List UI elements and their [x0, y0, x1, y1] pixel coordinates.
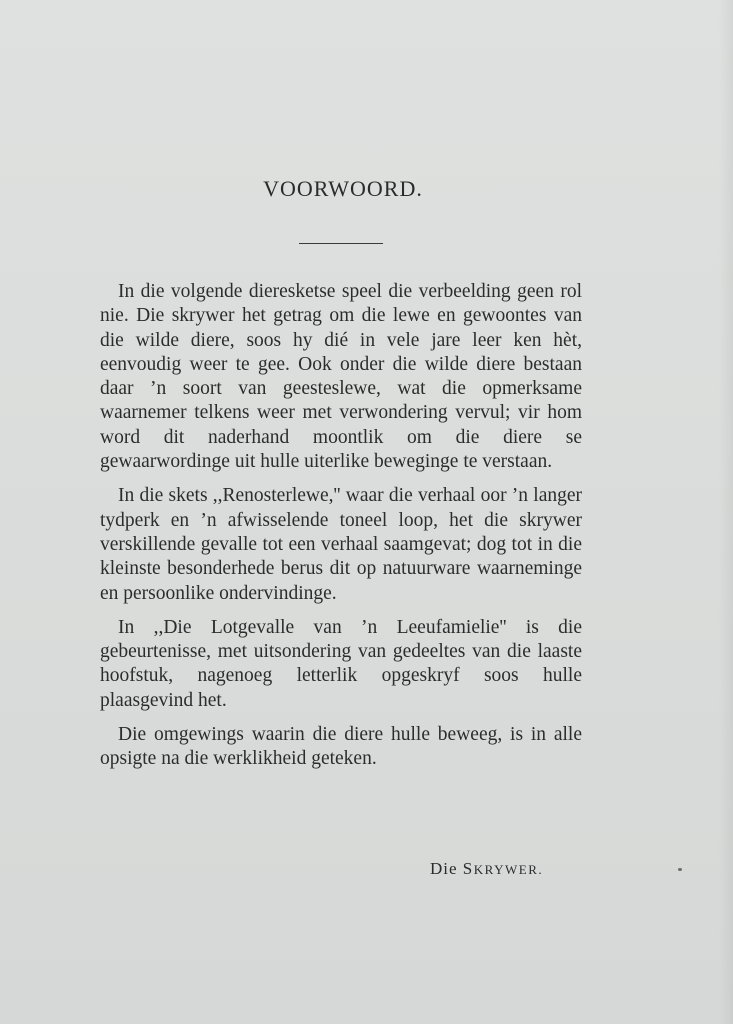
page-edge-shadow: [719, 0, 733, 1024]
preface-body: [100, 280, 582, 782]
author-signature: [430, 859, 543, 879]
title-rule: [299, 243, 383, 244]
page-title: VOORWOORD.: [263, 176, 423, 201]
signature-second-word: SKRYWER.: [462, 859, 544, 878]
signature-first-word: Die: [430, 859, 458, 878]
paragraph-4: Die omgewings waarin die diere hulle beweeg, is in alle opsigte na die werklikheid geteken.: [100, 724, 582, 770]
ink-spot: [678, 868, 682, 871]
paragraph-2: In die skets ,,Renosterlewe,'' waar die verhaal oor ’n langer tydperk en ’n afwisselende toneel loop, het die skrywer verskillende gevalle tot een verhaal saamgevat; dog tot in die kleinste besonderhede berus dit op natuurware waarneminge en persoonlike ondervindinge.: [100, 485, 582, 604]
paragraph-1: In die volgende dieresketse speel die verbeelding geen rol nie. Die skrywer het getrag om die lewe en gewoontes van die wilde diere, soos hy dié in vele jare leer ken hèt, eenvoudig weer te gee. Ook onder die wilde diere bestaan daar ’n soort van geesteslewe, wat die opmerksame waarnemer telkens weer met verwondering vervul; vir hom word dit naderhand moontlik om die diere se gewaarwordinge uit hulle uiterlike beweginge te verstaan.: [100, 281, 582, 473]
paragraph-3: In ,,Die Lotgevalle van ’n Leeufamielie'' is die gebeurtenisse, met uitsondering van gedeeltes van die laaste hoofstuk, nagenoeg letterlik opgeskryf soos hulle plaasgevind het.: [100, 616, 582, 711]
